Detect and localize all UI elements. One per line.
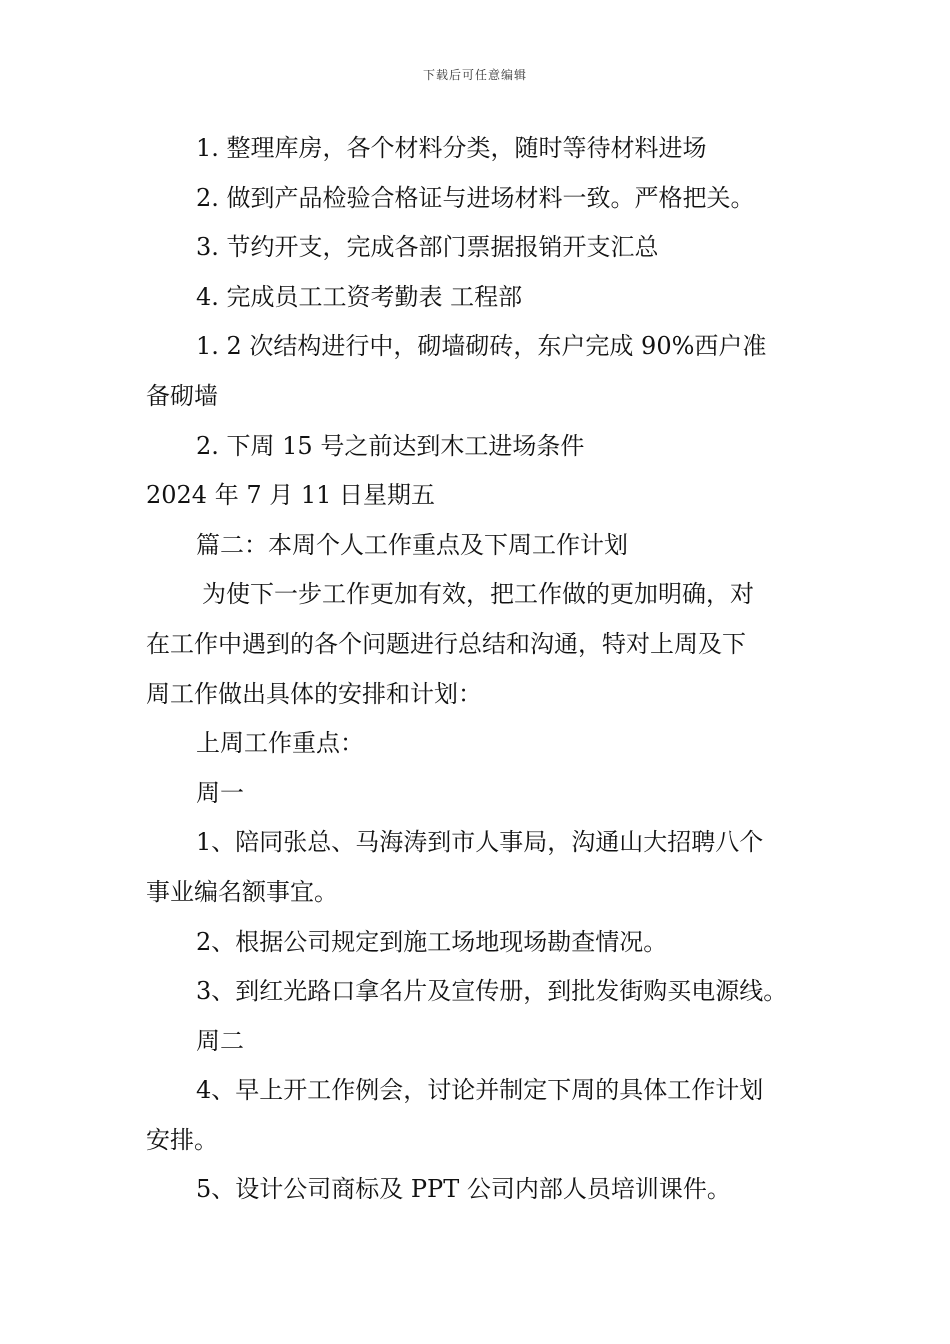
text-line: 安排。 xyxy=(146,1125,218,1154)
list-item: 4. 完成员工工资考勤表 工程部 xyxy=(196,282,523,311)
list-item: 5、设计公司商标及 PPT 公司内部人员培训课件。 xyxy=(196,1175,731,1204)
list-item: 2、根据公司规定到施工场地现场勘查情况。 xyxy=(196,927,668,956)
paragraph-line: 周工作做出具体的安排和计划： xyxy=(146,679,482,708)
list-item: 4、早上开工作例会，讨论并制定下周的具体工作计划 xyxy=(196,1076,764,1105)
day-heading: 周一 xyxy=(196,778,244,807)
list-item: 1. 2 次结构进行中，砌墙砌砖，东户完成 90%西户准 xyxy=(196,332,767,361)
list-item: 2. 做到产品检验合格证与进场材料一致。严格把关。 xyxy=(196,183,755,212)
day-heading: 周二 xyxy=(196,1026,244,1055)
list-item: 1、陪同张总、马海涛到市人事局，沟通山大招聘八个 xyxy=(196,828,764,857)
text-line: 备砌墙 xyxy=(146,381,218,410)
header-note: 下载后可任意编辑 xyxy=(422,68,527,82)
date-line: 2024 年 7 月 11 日星期五 xyxy=(146,481,436,510)
list-item: 3、到红光路口拿名片及宣传册，到批发街购买电源线。 xyxy=(196,977,788,1006)
paragraph-line: 在工作中遇到的各个问题进行总结和沟通，特对上周及下 xyxy=(146,629,746,658)
section-heading: 篇二：本周个人工作重点及下周工作计划 xyxy=(196,530,628,559)
list-item: 3. 节约开支，完成各部门票据报销开支汇总 xyxy=(196,233,659,262)
document-body xyxy=(146,124,810,1215)
list-item: 2. 下周 15 号之前达到木工进场条件 xyxy=(196,431,585,460)
paragraph-line: 为使下一步工作更加有效，把工作做的更加明确，对 xyxy=(202,580,754,609)
list-item: 1. 整理库房，各个材料分类，随时等待材料进场 xyxy=(196,134,707,162)
subheading: 上周工作重点： xyxy=(196,729,364,758)
text-line: 事业编名额事宜。 xyxy=(146,877,338,906)
